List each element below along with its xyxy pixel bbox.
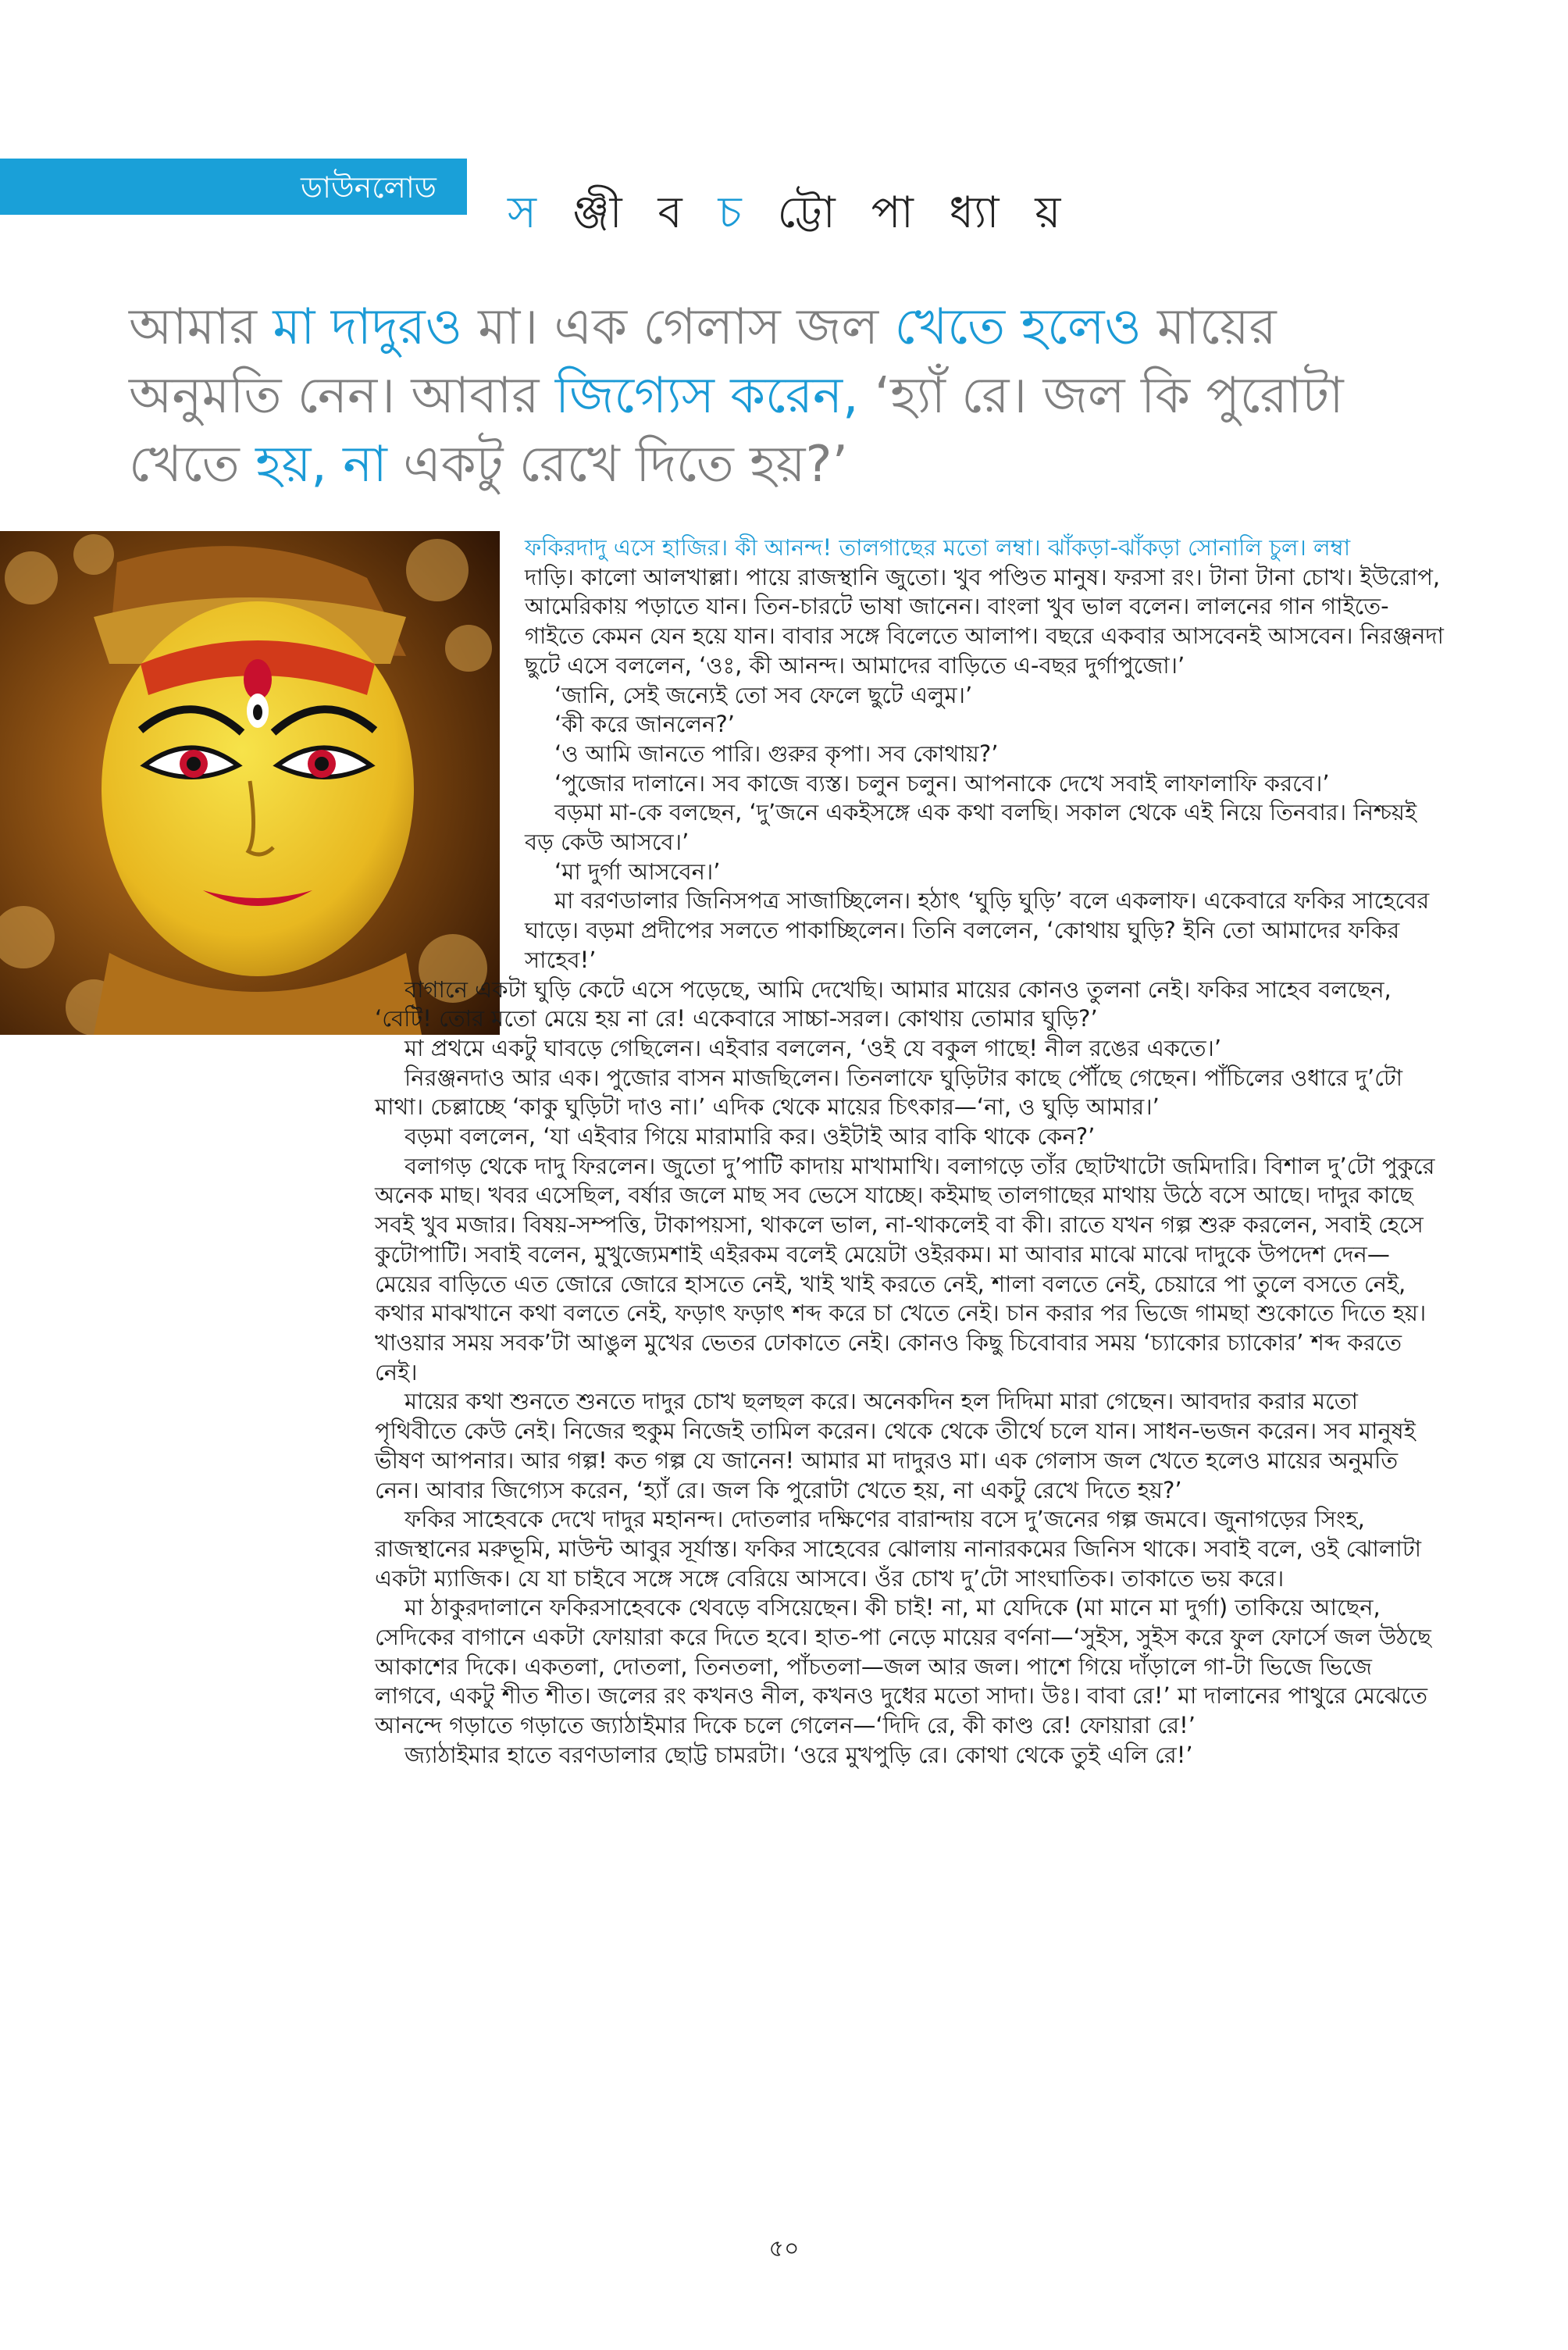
lead-part: জিগ্যেস করেন,	[554, 367, 859, 425]
lead-part: একটু রেখে দিতে হয়?’	[387, 436, 848, 494]
body-paragraph: দাড়ি। কালো আলখাল্লা। পায়ে রাজস্থানি জুতো। খুব পণ্ডিত মানুষ। ফরসা রং। টানা টানা চোখ। ইউরোপ, আমেরিকায় পড়াতে যান। তিন-চারটে ভাষা জানেন। বাংলা খুব ভাল বলেন। লালনের গান গাইতে-গাইতে কেমন যেন হয়ে যান। বাবার সঙ্গে বিলেতে আলাপ। বছরে একবার আসবেনই আসবেন। নিরঞ্জনদা ছুটে এসে বললেন, ‘ওঃ, কী আনন্দ। আমাদের বাড়িতে এ-বছর দুর্গাপুজো।’	[525, 563, 1444, 679]
body-paragraph: জ্যাঠাইমার হাতে বরণডালার ছোট্ট চামরটা। ‘ওরে মুখপুড়ি রে। কোথা থেকে তুই এলি রে!’	[404, 1741, 1193, 1768]
lead-part: মা। এক গেলাস জল	[461, 298, 895, 356]
author-part: ট্টো পা ধ্যা য়	[777, 187, 1072, 238]
body-paragraph: বাগানে একটা ঘুড়ি কেটে এসে পড়েছে, আমি দেখেছি। আমার মায়ের কোনও তুলনা নেই। ফকির সাহেব বলছেন, ‘বেটি! তোর মতো মেয়ে হয় না রে! একেবারে সাচ্চা-সরল। কোথায় তোমার ঘুড়ি?’	[375, 975, 1392, 1032]
body-paragraph: ফকির সাহেবকে দেখে দাদুর মহানন্দ। দোতলার দক্ষিণের বারান্দায় বসে দু’জনের গল্প জমবে। জুনাগড়ের সিংহ, রাজস্থানের মরুভূমি, মাউন্ট আবুর সূর্যাস্ত। ফকির সাহেবের ঝোলায় নানারকমের জিনিস থাকে। সবাই বলে, ওই ঝোলাটা একটা ম্যাজিক। যে যা চাইবে সঙ্গে সঙ্গে বেরিয়ে আসবে। ওঁর চোখ দু’টো সাংঘাতিক। তাকাতে ভয় করে।	[375, 1506, 1422, 1592]
opening-line: ফকিরদাদু এসে হাজির। কী আনন্দ! তালগাছের মতো লম্বা। ঝাঁকড়া-ঝাঁকড়া সোনালি চুল। লম্বা	[525, 534, 1351, 561]
article-body	[375, 533, 1445, 1771]
body-paragraph: মা ঠাকুরদালানে ফকিরসাহেবকে থেবড়ে বসিয়েছেন। কী চাই! না, মা যেদিকে (মা মানে মা দুর্গা) তাকিয়ে আছেন, সেদিকের বাগানে একটা ফোয়ারা করে দিতে হবে। হাত-পা নেড়ে মায়ের বর্ণনা—‘সুইস, সুইস করে ফুল ফোর্সে জল উঠছে আকাশের দিকে। একতলা, দোতলা, তিনতলা, পাঁচতলা—জল আর জল। পাশে গিয়ে দাঁড়ালে গা-টা ভিজে ভিজে লাগবে, একটু শীত শীত। জলের রং কখনও নীল, কখনও দুধের মতো সাদা। উঃ। বাবা রে!’ মা দালানের পাথুরে মেঝেতে আনন্দে গড়াতে গড়াতে জ্যাঠাইমার দিকে চলে গেলেন—‘দিদি রে, কী কাণ্ড রে! ফোয়ারা রে!’	[375, 1594, 1431, 1739]
body-paragraph: বলাগড় থেকে দাদু ফিরলেন। জুতো দু’পাটি কাদায় মাখামাখি। বলাগড়ে তাঁর ছোটখাটো জমিদারি। বিশাল দু’টো পুকুরে অনেক মাছ। খবর এসেছিল, বর্ষার জলে মাছ সব ভেসে যাচ্ছে। কইমাছ তালগাছের মাথায় উঠে বসে আছে। দাদুর কাছে সবই খুব মজার। বিষয়-সম্পত্তি, টাকাপয়সা, থাকলে ভাল, না-থাকলেই বা কী। রাতে যখন গল্প শুরু করলেন, সবাই হেসে কুটোপাটি। সবাই বলেন, মুখুজ্যেমশাই এইরকম বলেই মেয়েটা ওইরকম। মা আবার মাঝে মাঝে দাদুকে উপদেশ দেন—মেয়ের বাড়িতে এত জোরে জোরে হাসতে নেই, খাই খাই করতে নেই, শালা বলতে নেই, চেয়ারে পা তুলে বসতে নেই, কথার মাঝখানে কথা বলতে নেই, ফড়াৎ ফড়াৎ শব্দ করে চা খেতে নেই। চান করার পর ভিজে গামছা শুকোতে দিতে হয়। খাওয়ার সময় সবক’টা আঙুল মুখের ভেতর ঢোকাতে নেই। কোনও কিছু চিবোবার সময় ‘চ্যাকোর চ্যাকোর’ শব্দ করতে নেই।	[375, 1152, 1435, 1385]
body-paragraph: মা প্রথমে একটু ঘাবড়ে গেছিলেন। এইবার বললেন, ‘ওই যে বকুল গাছে! নীল রঙের একতে।’	[404, 1034, 1222, 1061]
section-label: ডাউনলোড	[301, 170, 437, 205]
body-paragraph: মায়ের কথা শুনতে শুনতে দাদুর চোখ ছলছল করে। অনেকদিন হল দিদিমা মারা গেছেন। আবদার করার মতো পৃথিবীতে কেউ নেই। নিজের হুকুম নিজেই তামিল করেন। থেকে থেকে তীর্থে চলে যান। সাধন-ভজন করেন। সব মানুষই ভীষণ আপনার। আর গল্প! কত গল্প যে জানেন! আমার মা দাদুরও মা। এক গেলাস জল খেতে হলেও মায়ের অনুমতি নেন। আবার জিগ্যেস করেন, ‘হ্যাঁ রে। জল কি পুরোটা খেতে হয়, না একটু রেখে দিতে হয়?’	[375, 1388, 1416, 1503]
author-part: চ	[718, 187, 753, 238]
body-paragraph: ‘পুজোর দালানে। সব কাজে ব্যস্ত। চলুন চলুন। আপনাকে দেখে সবাই লাফালাফি করবে।’	[554, 769, 1330, 797]
body-paragraph: নিরঞ্জনদাও আর এক। পুজোর বাসন মাজছিলেন। তিনলাফে ঘুড়িটার কাছে পৌঁছে গেছেন। পাঁচিলের ওধারে দু’টো মাথা। চেল্লাচ্ছে ‘কাকু ঘুড়িটা দাও না।’ এদিক থেকে মায়ের চিৎকার—‘না, ও ঘুড়ি আমার।’	[375, 1064, 1403, 1121]
lead-part: হয়, না	[255, 436, 387, 494]
body-first-line	[525, 533, 1445, 563]
body-paragraph: ‘জানি, সেই জন্যেই তো সব ফেলে ছুটে এলুম।’	[554, 681, 973, 708]
lead-quote	[129, 293, 1425, 499]
lead-part: ‘হ্যাঁ রে। জল কি পুরোটা খেতে	[129, 367, 1344, 494]
lead-part: মা দাদুরও	[273, 298, 462, 356]
author-part: স	[508, 187, 547, 238]
body-paragraph: ‘ও আমি জানতে পারি। গুরুর কৃপা। সব কোথায়?’	[554, 740, 999, 767]
lead-part: মায়ের অনুমতি নেন। আবার	[129, 298, 1277, 425]
body-paragraph: ‘মা দুর্গা আসবেন।’	[554, 858, 721, 885]
body-paragraph: মা বরণডালার জিনিসপত্র সাজাচ্ছিলেন। হঠাৎ ‘ঘুড়ি ঘুড়ি’ বলে একলাফ। একেবারে ফকির সাহেবের ঘাড়ে। বড়মা প্রদীপের সলতে পাকাচ্ছিলেন। তিনি বললেন, ‘কোথায় ঘুড়ি? ইনি তো আমাদের ফকির সাহেব!’	[525, 887, 1430, 973]
author-part: ঞ্জী ব	[572, 187, 693, 238]
lead-part: আমার	[129, 298, 273, 356]
author-name	[508, 186, 1071, 241]
body-paragraph: বড়মা মা-কে বলছেন, ‘দু’জনে একইসঙ্গে এক কথা বলছি। সকাল থেকে এই নিয়ে তিনবার। নিশ্চয়ই বড় কেউ আসবে।’	[525, 799, 1417, 856]
lead-part: খেতে হলেও	[894, 298, 1142, 356]
body-paragraph: ‘কী করে জানলেন?’	[554, 711, 735, 738]
body-paragraph: বড়মা বললেন, ‘যা এইবার গিয়ে মারামারি কর। ওইটাই আর বাকি থাকে কেন?’	[404, 1123, 1096, 1150]
page-number: ৫০	[768, 2235, 800, 2263]
